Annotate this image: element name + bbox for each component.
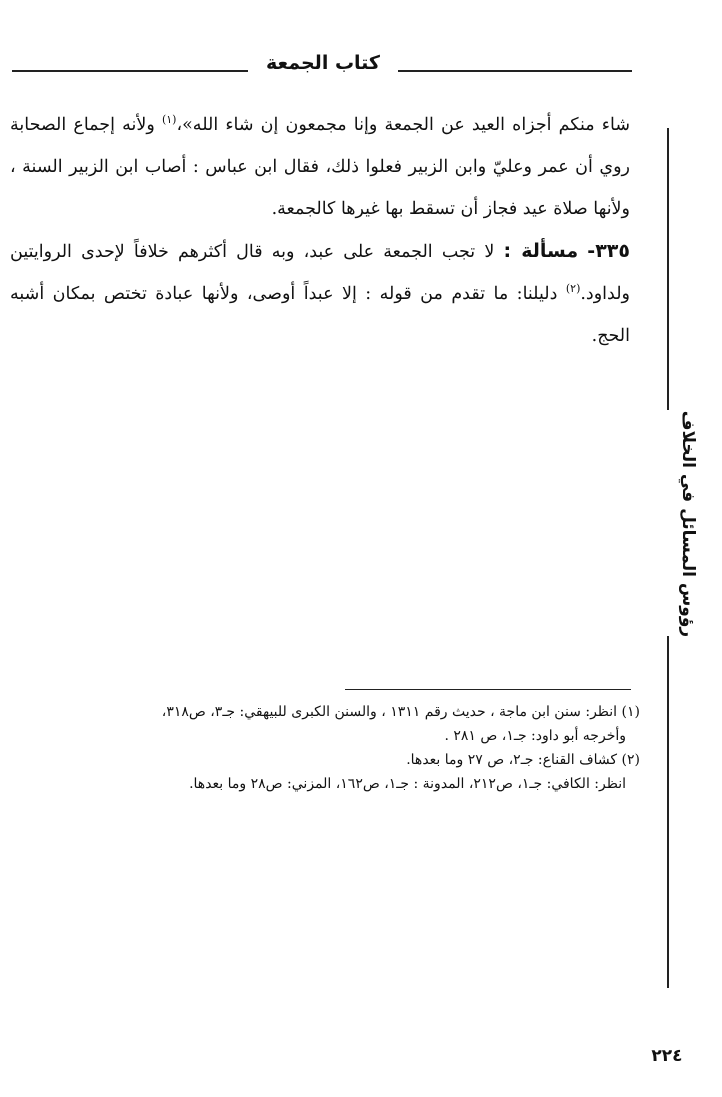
paragraph-2-text-b: دليلنا: ما تقدم من قوله : إلا عبداً أوصى، ولأنها عبادة تختص بمكان أشبه الحج. — [10, 284, 630, 346]
issue-number: ٣٣٥- — [587, 240, 630, 262]
footnote-1-line-2: وأخرجه أبو داود: جـ١، ص ٢٨١ . — [444, 728, 626, 744]
main-text — [10, 104, 630, 357]
footnotes — [10, 700, 640, 796]
side-bar — [662, 128, 714, 988]
header-rule-left — [12, 70, 248, 72]
footnote-2-line-1: (٢) كشاف القناع: جـ٢، ص ٢٧ وما بعدها. — [406, 752, 640, 768]
header-rule-right — [398, 70, 632, 72]
book-side-title: رؤوس المسائل في الخلاف — [678, 410, 698, 638]
paragraph-2-text-a: لا تجب الجمعة على عبد، وبه قال أكثرهم خلافاً لإحدى الروايتين ولداود. — [10, 242, 630, 304]
running-header — [12, 50, 632, 80]
footnote-divider — [345, 689, 631, 690]
chapter-title: كتاب الجمعة — [266, 52, 380, 74]
page-number: ٢٢٤ — [651, 1046, 683, 1066]
side-rule-bottom — [667, 636, 669, 988]
issue-label: مسألة : — [503, 240, 579, 262]
footnote-2-line-2: انظر: الكافي: جـ١، ص٢١٢، المدونة : جـ١، ص١٦٢، المزني: ص٢٨ وما بعدها. — [189, 776, 626, 792]
side-rule-top — [667, 128, 669, 410]
paragraph-1-text-a: شاء منكم أجزاه العيد عن الجمعة وإنا مجمعون إن شاء الله»، — [176, 115, 630, 135]
paragraph-1-text-b: ولأنه إجماع الصحابة روي أن عمر وعليّ وابن الزبير فعلوا ذلك، فقال ابن عباس : أصاب ابن الزبير السنة ، ولأنها صلاة عيد فجاز أن تسقط بها غيرها كالجمعة. — [10, 115, 630, 219]
footnote-ref-1: (١) — [161, 113, 177, 127]
paragraph-2 — [10, 230, 630, 357]
footnote-ref-2: (٢) — [565, 282, 581, 296]
footnote-1-line-1: (١) انظر: سنن ابن ماجة ، حديث رقم ١٣١١ ، والسنن الكبرى للبيهقي: جـ٣، ص٣١٨، — [161, 704, 640, 720]
paragraph-1 — [10, 104, 630, 230]
